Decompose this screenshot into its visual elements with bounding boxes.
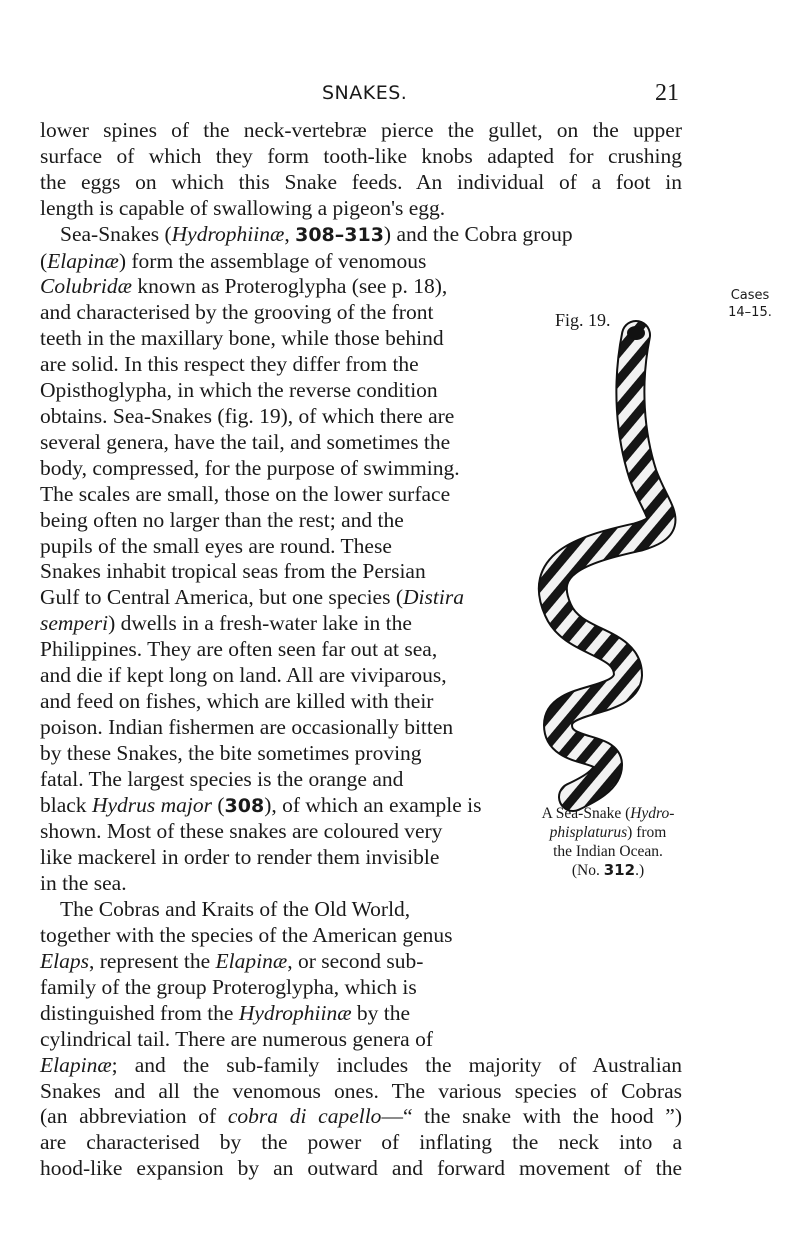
text-line: distinguished from the Hydrophiinæ by the <box>40 1000 411 1025</box>
text-line: in the sea. <box>40 871 127 896</box>
running-title: SNAKES. <box>322 82 408 104</box>
caption-line: A Sea-Snake (Hydro- <box>541 805 675 822</box>
text-line: are solid. In this respect they differ from the <box>40 352 419 377</box>
page-number: 21 <box>655 80 679 106</box>
text-line: length is capable of swallowing a pigeon's egg. <box>40 195 446 220</box>
case-reference: 312 <box>603 861 636 879</box>
text-line: (an abbreviation of cobra di capello—“ the snake with the hood ”) <box>40 1104 683 1129</box>
text-line: body, compressed, for the purpose of swimming. <box>40 455 460 480</box>
case-reference: 308 <box>224 794 265 817</box>
text-line: fatal. The largest species is the orange and <box>40 766 404 791</box>
text-line: Colubridæ known as Proteroglypha (see p. 18), <box>40 274 448 299</box>
text-line: by these Snakes, the bite sometimes proving <box>40 740 422 765</box>
text-line: being often no larger than the rest; and the <box>40 507 404 532</box>
text-line: shown. Most of these snakes are coloured very <box>40 819 443 844</box>
text-line: Elaps, represent the Elapinæ, or second sub- <box>40 949 424 973</box>
page-header <box>0 80 800 110</box>
text-line: Snakes inhabit tropical seas from the Persian <box>40 559 426 584</box>
text-line: black Hydrus major (308), of which an example is <box>40 792 482 817</box>
text-line: Elapinæ; and the sub-family includes the majority of Australian <box>40 1052 682 1077</box>
text-line: and characterised by the grooving of the front <box>40 300 434 325</box>
text-line: and die if kept long on land. All are viviparous, <box>40 663 447 688</box>
text-line: Gulf to Central America, but one species (Distira <box>40 585 464 610</box>
text-line: family of the group Proteroglypha, which is <box>40 974 417 999</box>
text-line: surface of which they form tooth-like knobs adapted for crushing <box>40 143 682 168</box>
margin-note <box>710 287 790 321</box>
figure-illustration <box>518 325 678 800</box>
text-line: (Elapinæ) form the assemblage of venomous <box>40 248 427 273</box>
text-line: Sea-Snakes (Hydrophiinæ, 308–313) and the Cobra group <box>60 221 573 246</box>
caption-line: phisplaturus) from <box>549 824 667 841</box>
text-line: together with the species of the American genus <box>40 923 453 948</box>
caption-line: (No. 312.) <box>571 861 645 879</box>
figure-caption <box>528 804 688 880</box>
text-line: Philippines. They are often seen far out at sea, <box>40 637 438 662</box>
text-line: poison. Indian fishermen are occasionally bitten <box>40 714 454 739</box>
margin-note-line-1: Cases <box>730 288 770 303</box>
text-line: hood-like expansion by an outward and forward movement of the <box>40 1156 682 1181</box>
text-line: semperi) dwells in a fresh-water lake in the <box>40 611 412 636</box>
text-line: Opisthoglypha, in which the reverse condition <box>40 378 438 403</box>
text-line: The scales are small, those on the lower surface <box>40 481 451 506</box>
case-reference: 308–313 <box>295 223 384 246</box>
text-line: several genera, have the tail, and sometimes the <box>40 429 451 454</box>
text-line: and feed on fishes, which are killed with their <box>40 688 434 713</box>
text-line: lower spines of the neck-vertebræ pierce the gullet, on the upper <box>40 118 682 142</box>
text-line: The Cobras and Kraits of the Old World, <box>60 897 411 922</box>
snake-head <box>627 326 645 340</box>
margin-note-line-2: 14–15. <box>728 305 772 320</box>
text-line: teeth in the maxillary bone, while those behind <box>40 326 444 351</box>
sea-snake-illustration <box>518 325 678 800</box>
caption-line: the Indian Ocean. <box>553 843 663 860</box>
text-line: like mackerel in order to render them invisible <box>40 845 440 870</box>
text-line: cylindrical tail. There are numerous genera of <box>40 1026 433 1051</box>
text-line: pupils of the small eyes are round. These <box>40 533 392 558</box>
text-line: are characterised by the power of inflating the neck into a <box>40 1130 682 1155</box>
figure-label: Fig. 19. <box>555 310 611 330</box>
text-line: Snakes and all the venomous ones. The various species of Cobras <box>40 1078 682 1103</box>
text-line: obtains. Sea-Snakes (fig. 19), of which there are <box>40 403 455 428</box>
text-line: the eggs on which this Snake feeds. An individual of a foot in <box>40 169 682 194</box>
